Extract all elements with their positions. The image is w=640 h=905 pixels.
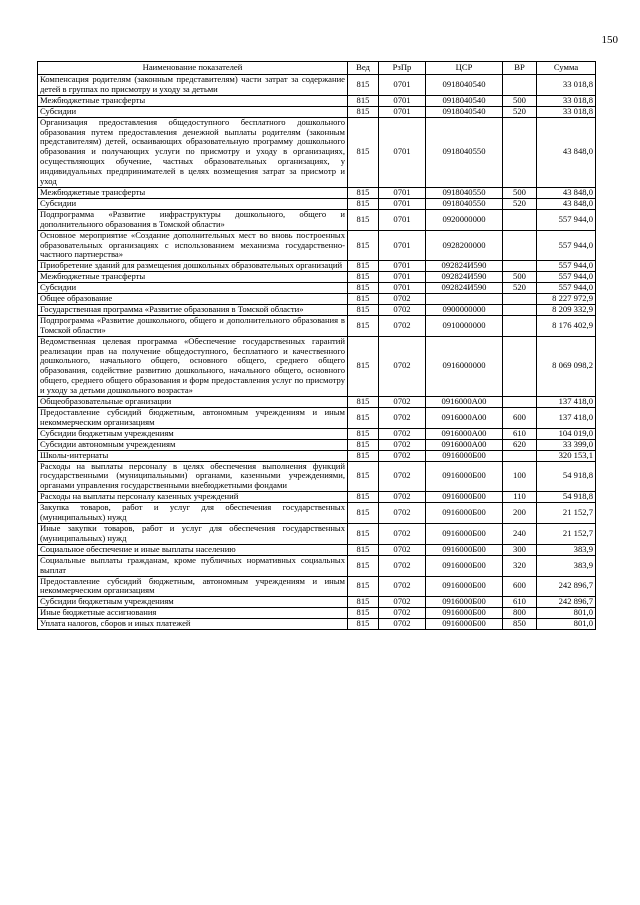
indicator-name-cell: Общеобразовательные организации xyxy=(38,397,348,408)
vr-cell xyxy=(503,294,537,305)
table-row xyxy=(38,198,596,209)
sum-cell: 8 209 332,9 xyxy=(537,304,596,315)
csr-cell: 092824И590 xyxy=(426,261,503,272)
indicator-name-cell: Субсидии бюджетным учреждениям xyxy=(38,428,348,439)
indicator-name-cell: Основное мероприятие «Создание дополнительных мест во вновь построенных образовательных организациях с использованием механизма государственно-частного партнерства» xyxy=(38,230,348,261)
ved-cell: 815 xyxy=(348,304,379,315)
sum-cell: 137 418,0 xyxy=(537,408,596,429)
vr-cell: 850 xyxy=(503,619,537,630)
ved-cell: 815 xyxy=(348,576,379,597)
csr-cell: 0918040540 xyxy=(426,106,503,117)
indicator-name-cell: Субсидии xyxy=(38,198,348,209)
rzpr-cell: 0702 xyxy=(379,619,426,630)
rzpr-cell: 0701 xyxy=(379,117,426,187)
vr-cell: 500 xyxy=(503,95,537,106)
indicator-name-cell: Межбюджетные трансферты xyxy=(38,272,348,283)
rzpr-cell: 0702 xyxy=(379,555,426,576)
rzpr-cell: 0702 xyxy=(379,576,426,597)
ved-cell: 815 xyxy=(348,619,379,630)
ved-cell: 815 xyxy=(348,555,379,576)
vr-cell: 610 xyxy=(503,428,537,439)
ved-cell: 815 xyxy=(348,597,379,608)
vr-cell xyxy=(503,117,537,187)
csr-cell: 0928200000 xyxy=(426,230,503,261)
sum-cell: 54 918,8 xyxy=(537,461,596,492)
sum-cell: 54 918,8 xyxy=(537,492,596,503)
table-row xyxy=(38,408,596,429)
indicator-name-cell: Уплата налогов, сборов и иных платежей xyxy=(38,619,348,630)
header-row xyxy=(38,62,596,75)
table-row xyxy=(38,187,596,198)
csr-cell: 092824И590 xyxy=(426,283,503,294)
sum-cell: 383,9 xyxy=(537,544,596,555)
sum-cell: 43 848,0 xyxy=(537,117,596,187)
vr-cell xyxy=(503,315,537,336)
vr-cell: 320 xyxy=(503,555,537,576)
indicator-name-cell: Подпрограмма «Развитие инфраструктуры дошкольного, общего и дополнительного образования в Томской области» xyxy=(38,209,348,230)
csr-cell: 0918040550 xyxy=(426,117,503,187)
vr-cell: 500 xyxy=(503,187,537,198)
csr-cell: 0916000Б00 xyxy=(426,544,503,555)
rzpr-cell: 0702 xyxy=(379,544,426,555)
vr-cell xyxy=(503,230,537,261)
ved-cell: 815 xyxy=(348,272,379,283)
vr-cell xyxy=(503,261,537,272)
csr-cell: 0918040540 xyxy=(426,95,503,106)
vr-cell: 800 xyxy=(503,608,537,619)
rzpr-cell: 0701 xyxy=(379,209,426,230)
rzpr-cell: 0702 xyxy=(379,294,426,305)
sum-cell: 33 018,8 xyxy=(537,75,596,96)
rzpr-cell: 0702 xyxy=(379,461,426,492)
table-row xyxy=(38,283,596,294)
indicator-name-cell: Иные бюджетные ассигнования xyxy=(38,608,348,619)
vr-cell xyxy=(503,397,537,408)
table-row xyxy=(38,608,596,619)
sum-cell: 557 944,0 xyxy=(537,230,596,261)
rzpr-cell: 0702 xyxy=(379,450,426,461)
indicator-name-cell: Субсидии бюджетным учреждениям xyxy=(38,597,348,608)
column-header-csr: ЦСР xyxy=(426,62,503,75)
ved-cell: 815 xyxy=(348,461,379,492)
rzpr-cell: 0701 xyxy=(379,230,426,261)
table-row xyxy=(38,230,596,261)
table-row xyxy=(38,619,596,630)
indicator-name-cell: Социальные выплаты гражданам, кроме публичных нормативных социальных выплат xyxy=(38,555,348,576)
budget-table xyxy=(37,61,596,630)
csr-cell: 0916000Б00 xyxy=(426,619,503,630)
rzpr-cell: 0702 xyxy=(379,597,426,608)
vr-cell xyxy=(503,336,537,396)
csr-cell: 0916000Б00 xyxy=(426,555,503,576)
table-row xyxy=(38,75,596,96)
sum-cell: 33 018,8 xyxy=(537,95,596,106)
ved-cell: 815 xyxy=(348,294,379,305)
sum-cell: 21 152,7 xyxy=(537,503,596,524)
csr-cell: 0900000000 xyxy=(426,304,503,315)
ved-cell: 815 xyxy=(348,523,379,544)
vr-cell: 610 xyxy=(503,597,537,608)
indicator-name-cell: Социальное обеспечение и иные выплаты населению xyxy=(38,544,348,555)
sum-cell: 383,9 xyxy=(537,555,596,576)
vr-cell: 200 xyxy=(503,503,537,524)
rzpr-cell: 0701 xyxy=(379,75,426,96)
rzpr-cell: 0702 xyxy=(379,315,426,336)
ved-cell: 815 xyxy=(348,544,379,555)
table-row xyxy=(38,461,596,492)
sum-cell: 242 896,7 xyxy=(537,597,596,608)
indicator-name-cell: Подпрограмма «Развитие дошкольного, общего и дополнительного образования в Томской области» xyxy=(38,315,348,336)
indicator-name-cell: Ведомственная целевая программа «Обеспечение государственных гарантий реализации прав на получение общедоступного, бесплатного и качественного дошкольного, начального общего, основного общего, среднего общего образования, содействие развитию дошкольного, начального общего, основного общего, среднего общего образования и форм предоставления услуг по присмотру и уходу за детьми дошкольного возраста» xyxy=(38,336,348,396)
vr-cell: 600 xyxy=(503,576,537,597)
vr-cell xyxy=(503,304,537,315)
csr-cell: 0918040540 xyxy=(426,75,503,96)
csr-cell: 0916000Б00 xyxy=(426,608,503,619)
ved-cell: 815 xyxy=(348,315,379,336)
csr-cell: 0916000Б00 xyxy=(426,576,503,597)
table-row xyxy=(38,272,596,283)
sum-cell: 557 944,0 xyxy=(537,283,596,294)
csr-cell: 0916000А00 xyxy=(426,408,503,429)
csr-cell: 0910000000 xyxy=(426,315,503,336)
rzpr-cell: 0701 xyxy=(379,283,426,294)
table-header xyxy=(38,62,596,75)
sum-cell: 801,0 xyxy=(537,608,596,619)
csr-cell: 0916000А00 xyxy=(426,397,503,408)
indicator-name-cell: Субсидии автономным учреждениям xyxy=(38,439,348,450)
rzpr-cell: 0701 xyxy=(379,272,426,283)
csr-cell: 0920000000 xyxy=(426,209,503,230)
vr-cell xyxy=(503,209,537,230)
table-row xyxy=(38,117,596,187)
rzpr-cell: 0702 xyxy=(379,336,426,396)
csr-cell xyxy=(426,294,503,305)
table-row xyxy=(38,492,596,503)
vr-cell: 520 xyxy=(503,106,537,117)
table-row xyxy=(38,304,596,315)
indicator-name-cell: Приобретение зданий для размещения дошкольных образовательных организаций xyxy=(38,261,348,272)
sum-cell: 557 944,0 xyxy=(537,272,596,283)
rzpr-cell: 0702 xyxy=(379,428,426,439)
ved-cell: 815 xyxy=(348,261,379,272)
column-header-vr: ВР xyxy=(503,62,537,75)
ved-cell: 815 xyxy=(348,95,379,106)
sum-cell: 33 018,8 xyxy=(537,106,596,117)
csr-cell: 0916000Б00 xyxy=(426,492,503,503)
table-body xyxy=(38,75,596,630)
ved-cell: 815 xyxy=(348,187,379,198)
ved-cell: 815 xyxy=(348,106,379,117)
page-number: 150 xyxy=(601,34,618,46)
rzpr-cell: 0701 xyxy=(379,261,426,272)
ved-cell: 815 xyxy=(348,75,379,96)
vr-cell: 110 xyxy=(503,492,537,503)
table-row xyxy=(38,439,596,450)
vr-cell: 600 xyxy=(503,408,537,429)
column-header-name: Наименование показателей xyxy=(38,62,348,75)
indicator-name-cell: Расходы на выплаты персоналу казенных учреждений xyxy=(38,492,348,503)
ved-cell: 815 xyxy=(348,450,379,461)
rzpr-cell: 0702 xyxy=(379,397,426,408)
sum-cell: 8 227 972,9 xyxy=(537,294,596,305)
rzpr-cell: 0702 xyxy=(379,608,426,619)
sum-cell: 104 019,0 xyxy=(537,428,596,439)
sum-cell: 43 848,0 xyxy=(537,198,596,209)
indicator-name-cell: Общее образование xyxy=(38,294,348,305)
sum-cell: 557 944,0 xyxy=(537,209,596,230)
sum-cell: 801,0 xyxy=(537,619,596,630)
vr-cell xyxy=(503,75,537,96)
sum-cell: 320 153,1 xyxy=(537,450,596,461)
ved-cell: 815 xyxy=(348,608,379,619)
column-header-ved: Вед xyxy=(348,62,379,75)
indicator-name-cell: Предоставление субсидий бюджетным, автономным учреждениям и иным некоммерческим организациям xyxy=(38,408,348,429)
vr-cell: 500 xyxy=(503,272,537,283)
table-row xyxy=(38,523,596,544)
csr-cell: 0916000000 xyxy=(426,336,503,396)
csr-cell: 0916000Б00 xyxy=(426,450,503,461)
ved-cell: 815 xyxy=(348,503,379,524)
table-row xyxy=(38,576,596,597)
ved-cell: 815 xyxy=(348,428,379,439)
sum-cell: 33 399,0 xyxy=(537,439,596,450)
sum-cell: 8 069 098,2 xyxy=(537,336,596,396)
ved-cell: 815 xyxy=(348,439,379,450)
sum-cell: 557 944,0 xyxy=(537,261,596,272)
vr-cell xyxy=(503,450,537,461)
ved-cell: 815 xyxy=(348,283,379,294)
sum-cell: 137 418,0 xyxy=(537,397,596,408)
csr-cell: 0916000А00 xyxy=(426,428,503,439)
indicator-name-cell: Закупка товаров, работ и услуг для обеспечения государственных (муниципальных) нужд xyxy=(38,503,348,524)
indicator-name-cell: Иные закупки товаров, работ и услуг для обеспечения государственных (муниципальных) нужд xyxy=(38,523,348,544)
rzpr-cell: 0702 xyxy=(379,408,426,429)
rzpr-cell: 0702 xyxy=(379,492,426,503)
table-row xyxy=(38,555,596,576)
ved-cell: 815 xyxy=(348,230,379,261)
indicator-name-cell: Расходы на выплаты персоналу в целях обеспечения выполнения функций государственными (муниципальными) органами, казенными учреждениями, органами управления государственными внебюджетными фондами xyxy=(38,461,348,492)
table-row xyxy=(38,450,596,461)
indicator-name-cell: Компенсация родителям (законным представителям) части затрат за содержание детей в группах по присмотру и уходу за детьми xyxy=(38,75,348,96)
csr-cell: 0916000А00 xyxy=(426,439,503,450)
rzpr-cell: 0701 xyxy=(379,198,426,209)
table-row xyxy=(38,261,596,272)
rzpr-cell: 0702 xyxy=(379,523,426,544)
csr-cell: 0916000Б00 xyxy=(426,461,503,492)
indicator-name-cell: Субсидии xyxy=(38,106,348,117)
rzpr-cell: 0702 xyxy=(379,439,426,450)
column-header-sum: Сумма xyxy=(537,62,596,75)
indicator-name-cell: Школы-интернаты xyxy=(38,450,348,461)
vr-cell: 520 xyxy=(503,198,537,209)
indicator-name-cell: Организация предоставления общедоступного бесплатного дошкольного образования путем предоставления денежной выплаты родителям (законным представителям) детей, осваивающих образовательную программу дошкольного образования и получающих услуги по присмотру и уходу в организациях, осуществляющих обучение, частных образовательных организациях, у индивидуальных предпринимателей в целях возмещения затрат за присмотр и уход xyxy=(38,117,348,187)
table-row xyxy=(38,209,596,230)
indicator-name-cell: Государственная программа «Развитие образования в Томской области» xyxy=(38,304,348,315)
sum-cell: 43 848,0 xyxy=(537,187,596,198)
vr-cell: 100 xyxy=(503,461,537,492)
vr-cell: 300 xyxy=(503,544,537,555)
csr-cell: 0916000Б00 xyxy=(426,523,503,544)
table-row xyxy=(38,503,596,524)
table-row xyxy=(38,294,596,305)
csr-cell: 0916000Б00 xyxy=(426,503,503,524)
table-row xyxy=(38,106,596,117)
table-row xyxy=(38,544,596,555)
rzpr-cell: 0702 xyxy=(379,503,426,524)
csr-cell: 0918040550 xyxy=(426,187,503,198)
indicator-name-cell: Межбюджетные трансферты xyxy=(38,95,348,106)
table-row xyxy=(38,315,596,336)
table-row xyxy=(38,428,596,439)
csr-cell: 0916000Б00 xyxy=(426,597,503,608)
vr-cell: 620 xyxy=(503,439,537,450)
indicator-name-cell: Предоставление субсидий бюджетным, автономным учреждениям и иным некоммерческим организациям xyxy=(38,576,348,597)
sum-cell: 8 176 402,9 xyxy=(537,315,596,336)
vr-cell: 520 xyxy=(503,283,537,294)
ved-cell: 815 xyxy=(348,492,379,503)
sum-cell: 21 152,7 xyxy=(537,523,596,544)
table-row xyxy=(38,597,596,608)
csr-cell: 0918040550 xyxy=(426,198,503,209)
column-header-rzpr: РзПр xyxy=(379,62,426,75)
csr-cell: 092824И590 xyxy=(426,272,503,283)
ved-cell: 815 xyxy=(348,397,379,408)
rzpr-cell: 0701 xyxy=(379,187,426,198)
ved-cell: 815 xyxy=(348,209,379,230)
ved-cell: 815 xyxy=(348,336,379,396)
rzpr-cell: 0701 xyxy=(379,95,426,106)
vr-cell: 240 xyxy=(503,523,537,544)
table-row xyxy=(38,397,596,408)
indicator-name-cell: Субсидии xyxy=(38,283,348,294)
ved-cell: 815 xyxy=(348,117,379,187)
rzpr-cell: 0701 xyxy=(379,106,426,117)
ved-cell: 815 xyxy=(348,198,379,209)
ved-cell: 815 xyxy=(348,408,379,429)
sum-cell: 242 896,7 xyxy=(537,576,596,597)
rzpr-cell: 0702 xyxy=(379,304,426,315)
indicator-name-cell: Межбюджетные трансферты xyxy=(38,187,348,198)
table-row xyxy=(38,95,596,106)
table-row xyxy=(38,336,596,396)
